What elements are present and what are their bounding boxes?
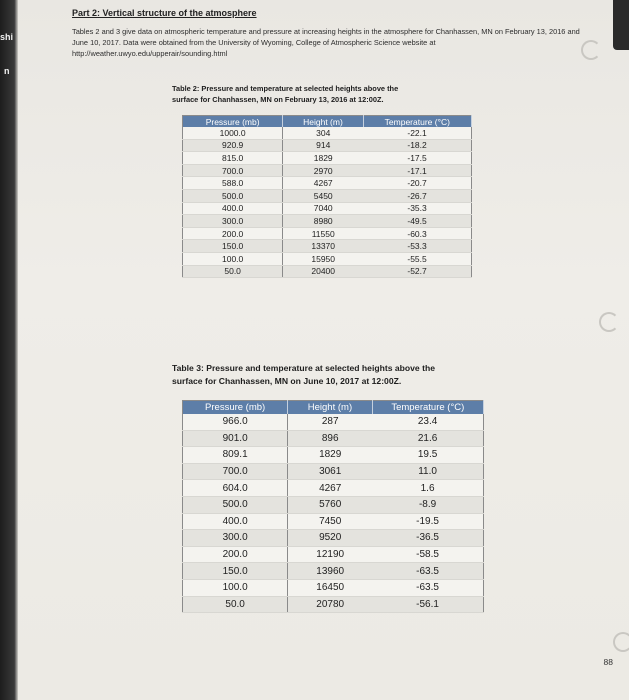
- table-row: [183, 447, 484, 464]
- pressure-cell: 300.0: [183, 215, 283, 228]
- margin-text-top: shi: [0, 32, 14, 42]
- height-cell: 896: [288, 430, 372, 447]
- height-cell: 287: [288, 414, 372, 430]
- temperature-cell: -35.3: [363, 202, 471, 215]
- table-row: [183, 177, 472, 190]
- table-row: [183, 164, 472, 177]
- table3-body: [183, 414, 484, 613]
- binder-ring-icon: [599, 312, 619, 332]
- table-row: [183, 202, 472, 215]
- height-cell: 13370: [283, 240, 363, 253]
- table-row: [183, 513, 484, 530]
- pressure-cell: 100.0: [183, 252, 283, 265]
- table3-header-pressure: Pressure (mb): [183, 401, 288, 415]
- temperature-cell: -36.5: [372, 530, 483, 547]
- table2-header-pressure: Pressure (mb): [183, 116, 283, 128]
- table-row: [183, 530, 484, 547]
- height-cell: 914: [283, 139, 363, 152]
- pressure-cell: 604.0: [183, 480, 288, 497]
- temperature-cell: -63.5: [372, 563, 483, 580]
- table-row: [183, 579, 484, 596]
- height-cell: 15950: [283, 252, 363, 265]
- pressure-cell: 300.0: [183, 530, 288, 547]
- height-cell: 1829: [288, 447, 372, 464]
- pressure-cell: 700.0: [183, 164, 283, 177]
- temperature-cell: -49.5: [363, 215, 471, 228]
- table-row: [183, 240, 472, 253]
- table3-header-temperature: Temperature (°C): [372, 401, 483, 415]
- part-title: Part 2: Vertical structure of the atmosphere: [72, 8, 257, 18]
- table-row: [183, 596, 484, 613]
- temperature-cell: -56.1: [372, 596, 483, 613]
- pressure-cell: 400.0: [183, 202, 283, 215]
- pressure-cell: 200.0: [183, 546, 288, 563]
- temperature-cell: 19.5: [372, 447, 483, 464]
- temperature-cell: -17.1: [363, 164, 471, 177]
- temperature-cell: -55.5: [363, 252, 471, 265]
- table3-caption-line2: surface for Chanhassen, MN on June 10, 2017 at 12:00Z.: [172, 375, 402, 386]
- binder-ring-icon: [613, 632, 629, 652]
- height-cell: 3061: [288, 463, 372, 480]
- table2-header-temperature: Temperature (°C): [363, 116, 471, 128]
- table-row: [183, 496, 484, 513]
- table-row: [183, 265, 472, 278]
- table3: [182, 400, 484, 613]
- pressure-cell: 588.0: [183, 177, 283, 190]
- table-row: [183, 480, 484, 497]
- table-row: [183, 252, 472, 265]
- table3-caption: [172, 362, 435, 387]
- pressure-cell: 700.0: [183, 463, 288, 480]
- margin-text-mid: n: [4, 66, 10, 76]
- table3-header-row: [183, 401, 484, 415]
- table2-caption-line2: surface for Chanhassen, MN on February 13, 2016 at 12:00Z.: [172, 95, 384, 104]
- height-cell: 304: [283, 127, 363, 139]
- table-row: [183, 463, 484, 480]
- table-row: [183, 127, 472, 139]
- pressure-cell: 1000.0: [183, 127, 283, 139]
- table-row: [183, 430, 484, 447]
- table2-header-row: [183, 116, 472, 128]
- pressure-cell: 920.9: [183, 139, 283, 152]
- height-cell: 11550: [283, 227, 363, 240]
- height-cell: 4267: [288, 480, 372, 497]
- pressure-cell: 150.0: [183, 240, 283, 253]
- pressure-cell: 100.0: [183, 579, 288, 596]
- table2: [182, 115, 472, 278]
- temperature-cell: -53.3: [363, 240, 471, 253]
- pressure-cell: 50.0: [183, 596, 288, 613]
- height-cell: 4267: [283, 177, 363, 190]
- pressure-cell: 809.1: [183, 447, 288, 464]
- table-row: [183, 139, 472, 152]
- height-cell: 2970: [283, 164, 363, 177]
- pressure-cell: 500.0: [183, 496, 288, 513]
- temperature-cell: -17.5: [363, 152, 471, 165]
- table-row: [183, 563, 484, 580]
- height-cell: 7040: [283, 202, 363, 215]
- temperature-cell: 21.6: [372, 430, 483, 447]
- page-number: 88: [603, 657, 613, 667]
- height-cell: 5450: [283, 189, 363, 202]
- height-cell: 20400: [283, 265, 363, 278]
- left-page-edge: [0, 0, 18, 700]
- table-row: [183, 152, 472, 165]
- table2-caption-line1: Table 2: Pressure and temperature at selected heights above the: [172, 84, 399, 93]
- height-cell: 20780: [288, 596, 372, 613]
- temperature-cell: -52.7: [363, 265, 471, 278]
- table2-caption: [172, 83, 398, 105]
- table3-header-height: Height (m): [288, 401, 372, 415]
- temperature-cell: -20.7: [363, 177, 471, 190]
- table-row: [183, 414, 484, 430]
- temperature-cell: -8.9: [372, 496, 483, 513]
- pressure-cell: 815.0: [183, 152, 283, 165]
- pressure-cell: 901.0: [183, 430, 288, 447]
- pressure-cell: 400.0: [183, 513, 288, 530]
- height-cell: 5760: [288, 496, 372, 513]
- height-cell: 13960: [288, 563, 372, 580]
- table-row: [183, 546, 484, 563]
- temperature-cell: -58.5: [372, 546, 483, 563]
- table-row: [183, 227, 472, 240]
- temperature-cell: 11.0: [372, 463, 483, 480]
- temperature-cell: 23.4: [372, 414, 483, 430]
- height-cell: 7450: [288, 513, 372, 530]
- pressure-cell: 50.0: [183, 265, 283, 278]
- temperature-cell: -18.2: [363, 139, 471, 152]
- height-cell: 12190: [288, 546, 372, 563]
- table-row: [183, 215, 472, 228]
- pressure-cell: 966.0: [183, 414, 288, 430]
- intro-paragraph: Tables 2 and 3 give data on atmospheric temperature and pressure at increasing heights in the atmosphere for Chanhassen, MN on February 13, 2016 and June 10, 2017. Data were obtained from the University of Wyoming, College of Atmospheric Science website at http://weather.uwyo.edu/upperair/sounding.html: [72, 27, 580, 58]
- table-row: [183, 189, 472, 202]
- height-cell: 9520: [288, 530, 372, 547]
- pressure-cell: 200.0: [183, 227, 283, 240]
- temperature-cell: -63.5: [372, 579, 483, 596]
- height-cell: 1829: [283, 152, 363, 165]
- table2-header-height: Height (m): [283, 116, 363, 128]
- pressure-cell: 500.0: [183, 189, 283, 202]
- temperature-cell: -60.3: [363, 227, 471, 240]
- temperature-cell: -22.1: [363, 127, 471, 139]
- temperature-cell: 1.6: [372, 480, 483, 497]
- pressure-cell: 150.0: [183, 563, 288, 580]
- table2-body: [183, 127, 472, 278]
- height-cell: 8980: [283, 215, 363, 228]
- right-page-edge: [613, 0, 629, 50]
- table3-caption-line1: Table 3: Pressure and temperature at selected heights above the: [172, 363, 435, 373]
- temperature-cell: -19.5: [372, 513, 483, 530]
- temperature-cell: -26.7: [363, 189, 471, 202]
- height-cell: 16450: [288, 579, 372, 596]
